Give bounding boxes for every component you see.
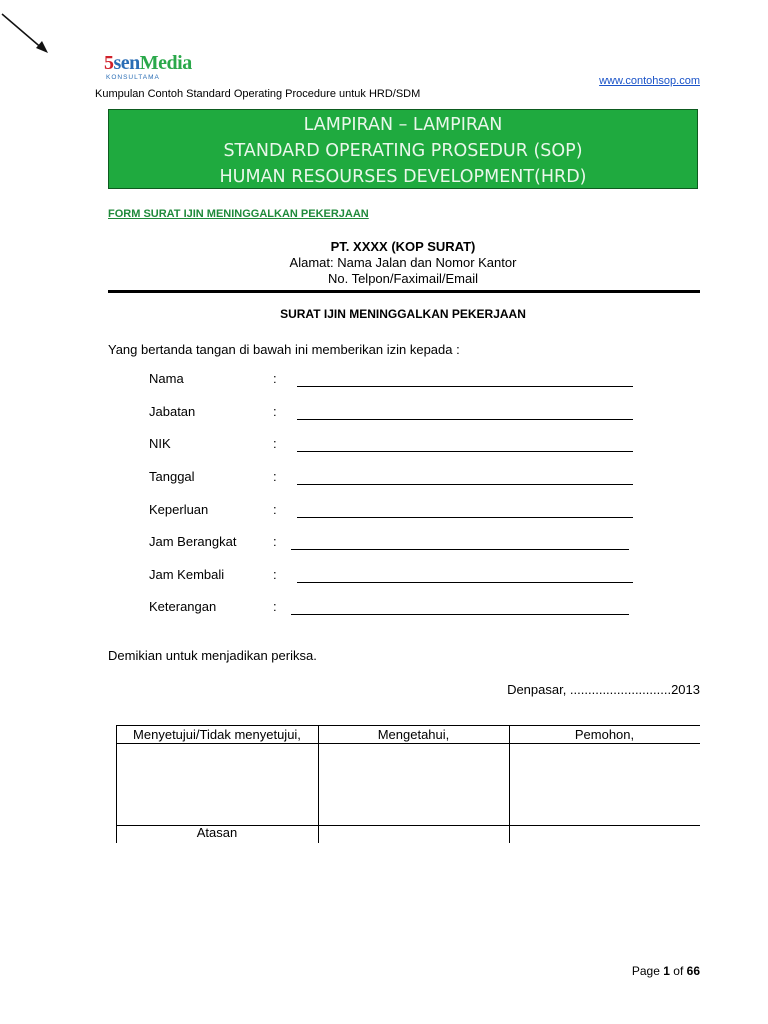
table-divider-1 bbox=[318, 725, 319, 843]
logo-mark-digit: 5 bbox=[104, 52, 114, 74]
field-label: Jam Kembali bbox=[149, 567, 225, 582]
date-line: Denpasar, ............................2013 bbox=[507, 682, 700, 697]
letterhead bbox=[108, 239, 698, 287]
field-input-line[interactable] bbox=[291, 614, 629, 615]
field-input-line[interactable] bbox=[297, 386, 633, 387]
field-input-line[interactable] bbox=[297, 419, 633, 420]
website-link[interactable]: www.contohsop.com bbox=[599, 75, 700, 87]
field-colon: : bbox=[273, 404, 277, 419]
intro-text: Yang bertanda tangan di bawah ini memberikan izin kepada : bbox=[108, 342, 460, 357]
applicant-header: Pemohon, bbox=[574, 727, 635, 742]
logo-mark-media: Media bbox=[139, 52, 192, 74]
field-label: Tanggal bbox=[149, 469, 195, 484]
field-keterangan bbox=[149, 599, 649, 619]
table-top-border bbox=[116, 725, 700, 726]
field-jabatan bbox=[149, 404, 649, 424]
field-label: NIK bbox=[149, 436, 171, 451]
field-colon: : bbox=[273, 534, 277, 549]
field-nik bbox=[149, 436, 649, 456]
logo-subtitle: KONSULTAMA bbox=[106, 74, 160, 81]
field-input-line[interactable] bbox=[297, 484, 633, 485]
field-label: Nama bbox=[149, 371, 184, 386]
field-input-line[interactable] bbox=[297, 517, 633, 518]
signature-table bbox=[116, 725, 700, 843]
acknowledger-header: Mengetahui, bbox=[377, 727, 450, 742]
field-jam-kembali bbox=[149, 567, 649, 587]
form-title: FORM SURAT IJIN MENINGGALKAN PEKERJAAN bbox=[108, 208, 369, 220]
company-name: PT. XXXX (KOP SURAT) bbox=[330, 239, 476, 254]
field-colon: : bbox=[273, 502, 277, 517]
approver-header: Menyetujui/Tidak menyetujui, bbox=[133, 727, 301, 742]
field-colon: : bbox=[273, 469, 277, 484]
page-of: of bbox=[673, 964, 684, 978]
field-label: Keperluan bbox=[149, 502, 209, 517]
field-colon: : bbox=[273, 371, 277, 386]
field-nama bbox=[149, 371, 649, 391]
approver-role: Atasan bbox=[196, 825, 238, 840]
field-colon: : bbox=[273, 436, 277, 451]
field-input-line[interactable] bbox=[291, 549, 629, 550]
title-banner bbox=[108, 109, 698, 189]
field-jam-berangkat bbox=[149, 534, 649, 554]
field-label: Jabatan bbox=[149, 404, 196, 419]
page-number bbox=[560, 964, 700, 978]
page-prefix: Page bbox=[631, 964, 660, 978]
table-divider-2 bbox=[509, 725, 510, 843]
company-address: Alamat: Nama Jalan dan Nomor Kantor bbox=[289, 255, 517, 270]
closing-text: Demikian untuk menjadikan periksa. bbox=[108, 648, 317, 663]
logo-mark-sen: sen bbox=[113, 52, 140, 74]
letterhead-rule bbox=[108, 290, 700, 293]
field-keperluan bbox=[149, 502, 649, 522]
page-current: 1 bbox=[663, 964, 670, 978]
banner-line-1: LAMPIRAN – LAMPIRAN bbox=[303, 115, 503, 135]
banner-line-3: HUMAN RESOURSES DEVELOPMENT(HRD) bbox=[219, 167, 587, 187]
banner-line-2: STANDARD OPERATING PROSEDUR (SOP) bbox=[223, 141, 583, 161]
collection-title: Kumpulan Contoh Standard Operating Procedure untuk HRD/SDM bbox=[95, 88, 421, 100]
corner-arrow-icon bbox=[0, 0, 60, 60]
page-total: 66 bbox=[686, 964, 700, 978]
field-tanggal bbox=[149, 469, 649, 489]
field-input-line[interactable] bbox=[297, 451, 633, 452]
field-input-line[interactable] bbox=[297, 582, 633, 583]
company-logo bbox=[104, 52, 192, 88]
field-label: Keterangan bbox=[149, 599, 217, 614]
field-colon: : bbox=[273, 599, 277, 614]
letter-title: SURAT IJIN MENINGGALKAN PEKERJAAN bbox=[280, 307, 526, 321]
table-header-border bbox=[116, 743, 700, 744]
field-colon: : bbox=[273, 567, 277, 582]
company-contact: No. Telpon/Faximail/Email bbox=[327, 271, 479, 286]
field-label: Jam Berangkat bbox=[149, 534, 237, 549]
